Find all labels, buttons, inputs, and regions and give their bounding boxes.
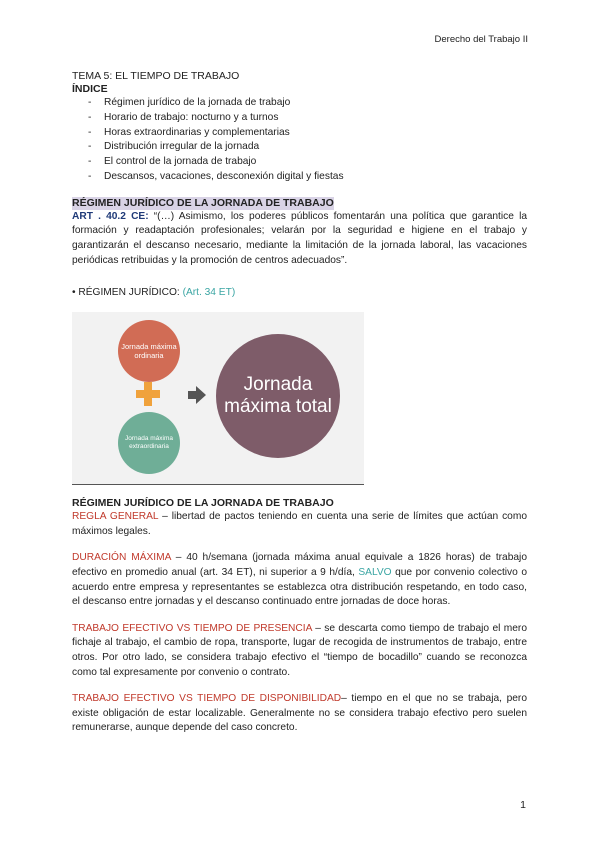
index-title: ÍNDICE [72, 83, 108, 95]
regla-general: REGLA GENERAL – libertad de pactos teniendo en cuenta una serie de límites que actúan como máximos legales. [72, 511, 527, 537]
regimen-ref: (Art. 34 ET) [182, 287, 236, 299]
index-item: - Horas extraordinarias y complementarias [88, 126, 290, 138]
topic-title: TEMA 5: EL TIEMPO DE TRABAJO [72, 70, 240, 82]
trabajo-presencia: TRABAJO EFECTIVO VS TIEMPO DE PRESENCIA – se descarta como tiempo de trabajo el mero fichaje al trabajo, el cambio de ropa, transporte, lugar de recogida de instrumentos de trabajo, entre otros. Por otro lado, se considera trabajo efectivo el “tiempo de bocadillo” cuando se reconozca como tal expresamente por convenio o contrato. [72, 622, 527, 678]
salvo-word: SALVO [358, 566, 392, 578]
article-quote: “(…) Asimismo, los poderes públicos fomentarán una política que garantice la formación y readaptación profesionales; velarán por la seguridad e higiene en el trabajo y garantizarán el descanso necesario, mediante la limitación de la jornada laboral, las vacaciones periódicas retribuidas y la promoción de centros adecuados”. [72, 210, 527, 266]
circle-extraordinaria: Jornada máxima extraordinaria [118, 412, 180, 474]
circle-total: Jornada máxima total [216, 334, 340, 458]
trabajo-disponibilidad: TRABAJO EFECTIVO VS TIEMPO DE DISPONIBILIDAD– tiempo en el que no se trabaja, pero existe obligación de estar localizable. Generalmente no se considera trabajo efectivo pero suelen remunerarse, aunque depende del caso concreto. [72, 693, 527, 734]
index-item: - Horario de trabajo: nocturno y a turnos [88, 111, 279, 123]
section-heading: RÉGIMEN JURÍDICO DE LA JORNADA DE TRABAJO [72, 196, 334, 209]
index-item: - Descansos, vacaciones, desconexión digital y fiestas [88, 170, 344, 182]
section-heading-2: RÉGIMEN JURÍDICO DE LA JORNADA DE TRABAJO [72, 497, 334, 510]
disponibilidad-label: TRABAJO EFECTIVO VS TIEMPO DE DISPONIBILIDAD [72, 693, 342, 705]
presencia-label: TRABAJO EFECTIVO VS TIEMPO DE PRESENCIA [72, 622, 312, 634]
index-list [88, 96, 527, 185]
index-item: - Distribución irregular de la jornada [88, 141, 260, 153]
plus-icon [136, 382, 160, 406]
duracion-label: DURACIÓN MÁXIMA [72, 552, 171, 564]
index-item: - Régimen jurídico de la jornada de trabajo [88, 97, 291, 108]
page-number: 1 [520, 799, 526, 811]
page-header: Derecho del Trabajo II [434, 34, 528, 45]
regla-label: REGLA GENERAL [72, 511, 159, 523]
document-body [72, 70, 527, 736]
circle-ordinaria: Jornada máxima ordinaria [118, 320, 180, 382]
duracion-maxima: DURACIÓN MÁXIMA – 40 h/semana (jornada máxima anual equivale a 1826 horas) de trabajo efectivo en promedio anual (art. 34 ET), ni superior a 9 h/día, SALVO que por convenio colectivo o acuerdo entre empresa y representantes se establezca otra distribución respetando, en todo caso, el descanso entre jornadas y el descanso continuado entre jornadas de doce horas. [72, 552, 527, 608]
article-paragraph [72, 210, 527, 268]
regimen-label: • RÉGIMEN JURÍDICO: [72, 287, 180, 299]
article-label: ART . 40.2 CE: [72, 210, 149, 222]
jornada-diagram [72, 312, 364, 485]
index-item: - El control de la jornada de trabajo [88, 156, 257, 168]
regimen-line [72, 286, 527, 300]
